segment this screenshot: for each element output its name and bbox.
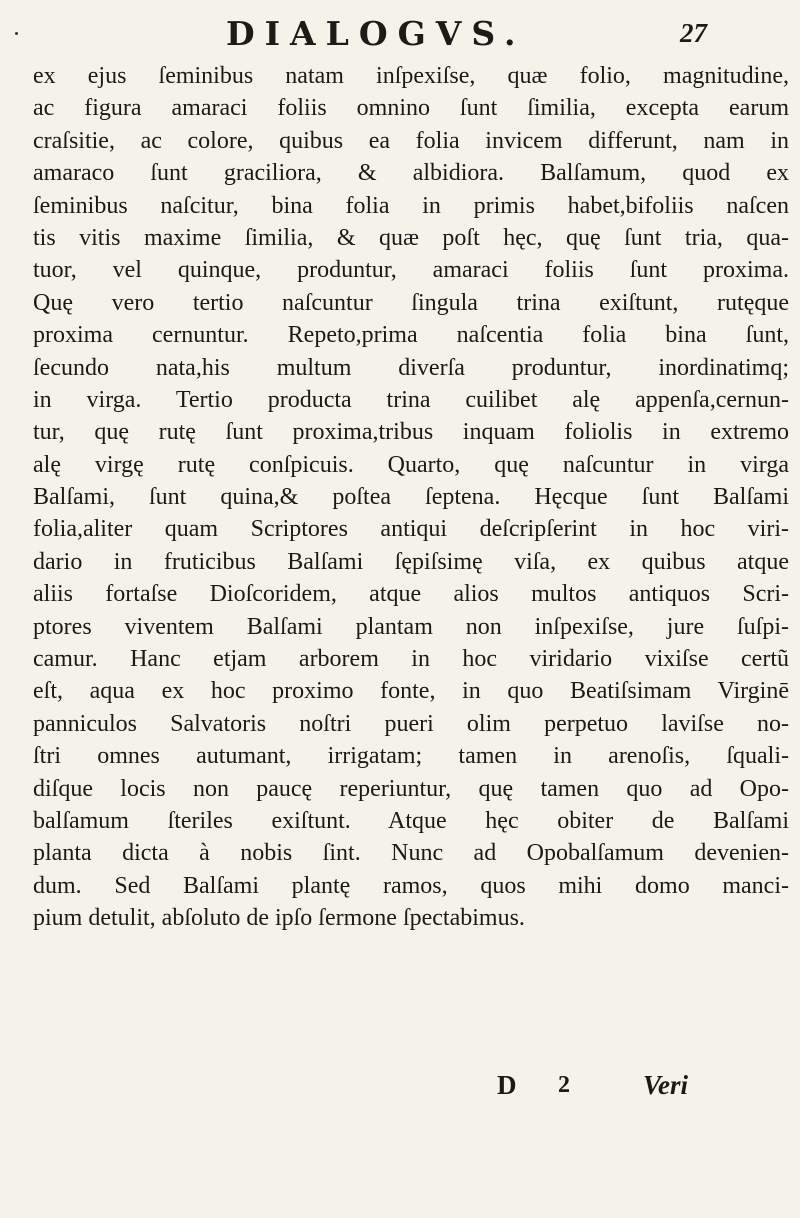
text-line: ſeminibus naſcitur, bina folia in primis habet,bifoliis naſcen <box>33 192 789 219</box>
text-line: dum. Sed Balſami plantę ramos, quos mihi domo manci- <box>33 872 789 899</box>
signature-mark: D <box>497 1070 517 1100</box>
text-line: in virga. Tertio producta trina cuilibet alę appenſa,cernun- <box>33 386 789 413</box>
text-line: Quę vero tertio naſcuntur ſingula trina exiſtunt, rutęque <box>33 289 789 316</box>
text-line: aliis fortaſse Dioſcoridem, atque alios multos antiquos Scri- <box>33 581 789 608</box>
text-line: craſsitie, ac colore, quibus ea folia invicem differunt, nam in <box>33 127 789 154</box>
text-line: planta dicta à nobis ſint. Nunc ad Opobalſamum devenien- <box>33 840 789 867</box>
text-line: eſt, aqua ex hoc proximo fonte, in quo Beatiſsimam Virginē <box>33 678 789 705</box>
text-line: panniculos Salvatoris noſtri pueri olim perpetuo laviſse no- <box>33 710 789 737</box>
text-line: ac figura amaraci foliis omnino ſunt ſimilia, excepta earum <box>33 95 789 122</box>
text-line: ptores viventem Balſami plantam non inſpexiſse, jure ſuſpi- <box>33 613 789 640</box>
text-line: dario in fruticibus Balſami ſępiſsimę viſa, ex quibus atque <box>33 548 789 575</box>
signature-number: 2 <box>558 1072 570 1098</box>
text-line: folia,aliter quam Scriptores antiqui deſcripſerint in hoc viri- <box>33 516 789 543</box>
text-line: tur, quę rutę ſunt proxima,tribus inquam foliolis in extremo <box>33 419 789 446</box>
text-line: ſtri omnes autumant, irrigatam; tamen in arenoſis, ſquali- <box>33 743 789 770</box>
text-line: tuor, vel quinque, produntur, amaraci foliis ſunt proxima. <box>33 257 789 284</box>
text-line: tis vitis maxime ſimilia, & quæ poſt hęc, quę ſunt tria, qua- <box>33 224 789 251</box>
text-line: amaraco ſunt graciliora, & albidiora. Balſamum, quod ex <box>33 160 789 187</box>
body-text <box>33 60 789 935</box>
page-header <box>0 14 800 58</box>
text-line: balſamum ſteriles exiſtunt. Atque hęc obiter de Balſami <box>33 807 789 834</box>
catchword: Veri <box>643 1070 689 1100</box>
text-line: diſque locis non paucę reperiuntur, quę tamen quo ad Opo- <box>33 775 789 802</box>
text-line: Balſami, ſunt quina,& poſtea ſeptena. Hęcque ſunt Balſami <box>33 484 789 511</box>
running-head: DIALOGVS. <box>226 14 526 53</box>
text-line-last: pium detulit, abſoluto de ipſo ſermone ſpectabimus. <box>33 905 525 932</box>
text-line: ſecundo nata,his multum diverſa produntur, inordinatimq; <box>33 354 789 381</box>
page-footer <box>0 1070 800 1110</box>
text-line: proxima cernuntur. Repeto,prima naſcentia folia bina ſunt, <box>33 322 789 349</box>
text-line: alę virgę rutę conſpicuis. Quarto, quę naſcuntur in virga <box>33 451 789 478</box>
page-number: 27 <box>680 18 707 48</box>
text-line: camur. Hanc etjam arborem in hoc viridario vixiſse certũ <box>33 646 789 673</box>
text-line: ex ejus ſeminibus natam inſpexiſse, quæ folio, magnitudine, <box>33 63 789 89</box>
